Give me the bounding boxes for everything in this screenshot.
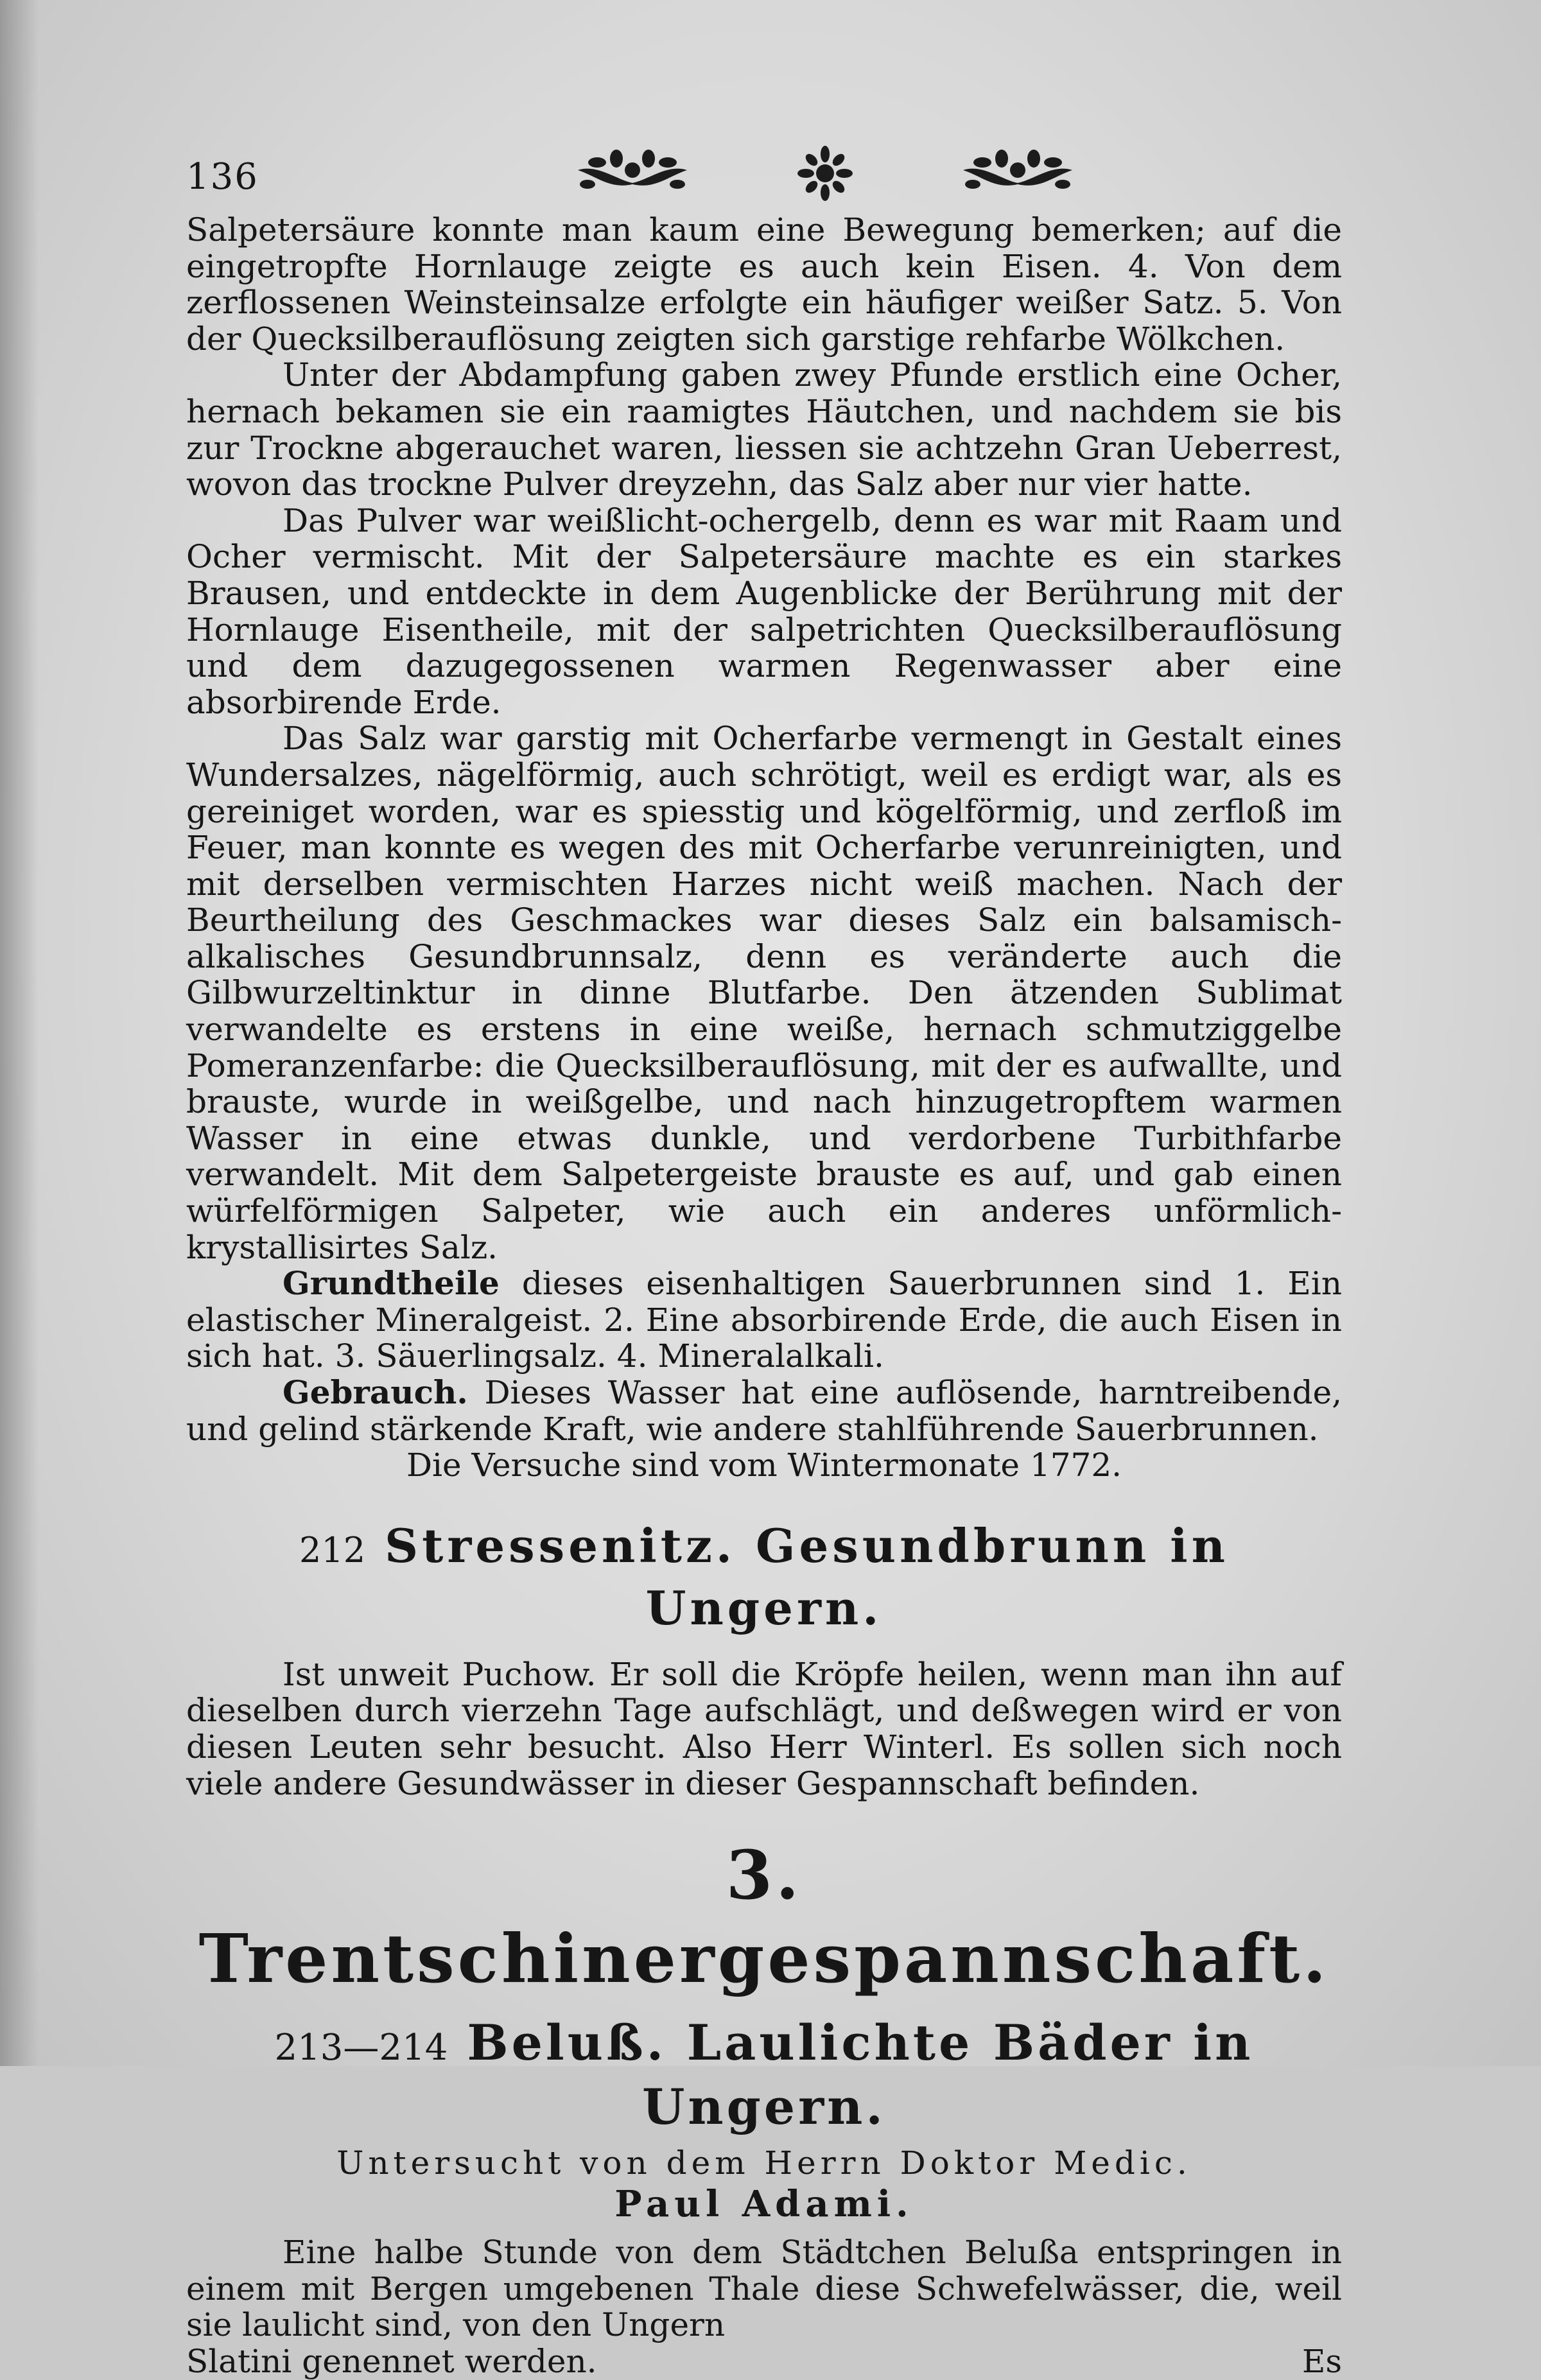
header-ornaments (571, 144, 1149, 202)
entry-213-heading (186, 2013, 1342, 2137)
entry-title: Stressenitz. Gesundbrunn in Ungern. (385, 1518, 1229, 1635)
main-text (186, 212, 1342, 2380)
paragraph: Das Pulver war weißlicht-ochergelb, denn es war mit Raam und Ocher vermischt. Mit der Salpetersäure machte es ein starkes Brausen, und entdeckte in dem Augenblicke der Berührung mit der Hornlauge Eisentheile, mit der salpetrichten Quecksilberauflösung und dem dazugegossenen warmen Regenwasser aber eine absorbirende Erde. (186, 501, 1342, 721)
last-line (186, 2343, 1342, 2380)
rosette-ornament-icon (796, 144, 854, 202)
grundtheile-lead: Grundtheile (283, 1264, 500, 1303)
entry-212-text: Ist unweit Puchow. Er soll die Kröpfe heilen, wenn man ihn auf dieselben durch vierzehn Tage aufschlägt, und deßwegen wird er von diesen Leuten sehr besucht. Also Herr Winterl. Es sollen sich noch viele andere Gesundwässer in dieser Gespannschaft befinden. (186, 1655, 1342, 1802)
gebrauch-paragraph (186, 1375, 1342, 1447)
entry-213-author: Paul Adami. (614, 2183, 914, 2226)
paragraph: Salpetersäure konnte man kaum eine Bewegung bemerken; auf die eingetropfte Hornlauge zeigte es auch kein Eisen. 4. Von dem zerflossenen Weinsteinsalze erfolgte ein häufiger weißer Satz. 5. Von der Quecksilberauflösung zeigten sich garstige rehfarbe Wölkchen. (186, 211, 1342, 358)
date-note: Die Versuche sind vom Wintermonate 1772. (406, 1446, 1122, 1484)
page-edge-shadow (0, 0, 39, 2066)
page-number: 136 (186, 156, 259, 198)
gebrauch-text: Dieses Wasser hat eine auflösende, harntreibende, und gelind stärkende Kraft, wie andere stahlführende Sauerbrunnen. (186, 1374, 1342, 1448)
entry-title: Beluß. Laulichte Bäder in Ungern. (467, 2014, 1254, 2136)
entry-212-heading (186, 1517, 1342, 1637)
entry-213-text: Eine halbe Stunde von dem Städtchen Belußa entspringen in einem mit Bergen umgebenen Thale diese Schwefelwässer, die, weil sie laulicht sind, von den Ungern (186, 2234, 1342, 2344)
grundtheile-paragraph (186, 1265, 1342, 1375)
page-header (186, 144, 1342, 202)
county-heading: 3. Trentschinergespannschaft. (198, 1836, 1330, 1999)
leaf-ornament-icon (571, 144, 693, 202)
leaf-ornament-icon (957, 144, 1079, 202)
entry-213-last-line: Slatini genennet werden. (186, 2342, 597, 2380)
grundtheile-text: dieses eisenhaltigen Sauerbrunnen sind 1. Ein elastischer Mineralgeist. 2. Eine absorbirende Erde, die auch Eisen in sich hat. 3. Säuerlingsalz. 4. Mineralalkali. (186, 1265, 1342, 1375)
paragraph: Das Salz war garstig mit Ocherfarbe vermengt in Gestalt eines Wundersalzes, nägelförmig, auch schrötigt, weil es erdigt war, als es gereiniget worden, war es spiesstig und kögelförmig, und zerfloß im Feuer, man konnte es wegen des mit Ocherfarbe verunreinigten, und mit derselben vermischten Harzes nicht weiß machen. Nach der Beurtheilung des Geschmackes war dieses Salz ein balsamisch-alkalisches Gesundbrunnsalz, denn es veränderte auch die Gilbwurzeltinktur in dinne Blutfarbe. Den ätzenden Sublimat verwandelte es erstens in eine weiße, hernach schmutziggelbe Pomeranzenfarbe: die Quecksilberauflösung, mit der es aufwallte, und brauste, wurde in weißgelbe, und nach hinzugetropftem warmen Wasser in eine etwas dunkle, und verdorbene Turbithfarbe verwandelt. Mit dem Salpetergeiste brauste es auf, und gab einen würfelförmigen Salpeter, wie auch ein anderes unförmlich-krystallisirtes Salz. (186, 720, 1342, 1266)
catchword: Es (1302, 2342, 1342, 2380)
entry-213-subtitle: Untersucht von dem Herrn Doktor Medic. (336, 2144, 1192, 2182)
paragraph: Unter der Abdampfung gaben zwey Pfunde erstlich eine Ocher, hernach bekamen sie ein raamigtes Häutchen, und nachdem sie bis zur Trockne abgerauchet waren, liessen sie achtzehn Gran Ueberrest, wovon das trockne Pulver dreyzehn, das Salz aber nur vier hatte. (186, 356, 1342, 503)
entry-number: 212 (299, 1529, 366, 1570)
gebrauch-lead: Gebrauch. (283, 1373, 468, 1411)
entry-number: 213—214 (274, 2027, 448, 2069)
